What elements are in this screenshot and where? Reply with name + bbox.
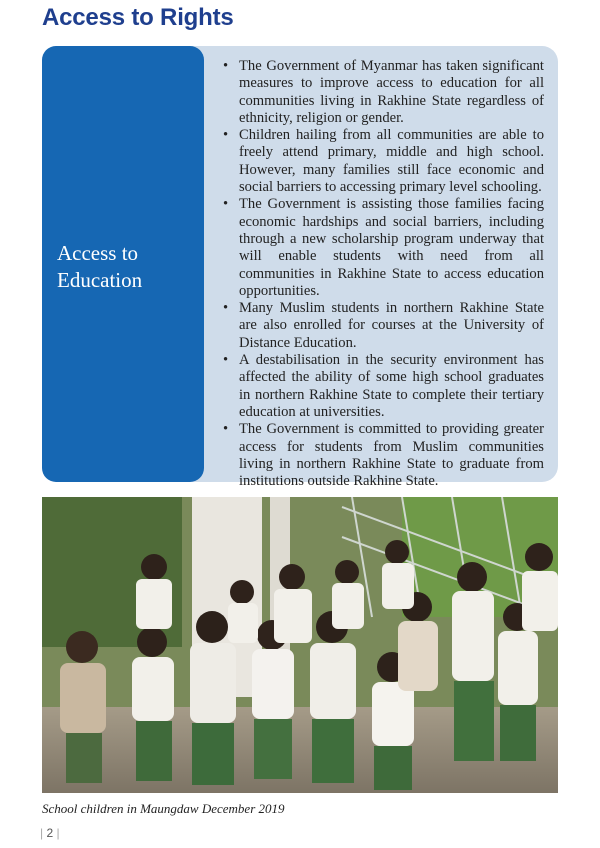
bullet-icon: • [223, 196, 229, 213]
section-heading-line2: Education [57, 268, 143, 292]
bullet-list [220, 58, 544, 490]
page-title: Access to Rights [42, 4, 234, 31]
bullet-text: Children hailing from all communities are able to freely attend primary, middle and high school. However, many families still face economic and social barriers to accessing primary level schooling. [239, 127, 544, 196]
bullet-icon: • [223, 127, 229, 144]
bullet-item [220, 352, 544, 421]
section-heading-line1: Access to [57, 241, 139, 265]
section-heading-box [42, 46, 204, 482]
bullet-item [220, 58, 544, 127]
school-children-photo [42, 497, 558, 793]
bullet-icon: • [223, 58, 229, 74]
page-number-divider-left: | [40, 826, 44, 840]
bullet-item [220, 196, 544, 300]
bullet-icon: • [223, 421, 229, 438]
page-number-value: 2 [46, 826, 54, 840]
bullet-text: Many Muslim students in northern Rakhine State are also enrolled for courses at the University of Distance Education. [239, 300, 544, 351]
page-number-divider-right: | [56, 826, 60, 840]
bullet-text: A destabilisation in the security environment has affected the ability of some high school graduates in northern Rakhine State to complete their tertiary education at universities. [239, 352, 544, 420]
bullet-icon: • [223, 300, 229, 317]
photo-caption: School children in Maungdaw December 2019 [42, 801, 285, 816]
bullet-text: The Government is assisting those families facing economic hardships and social barriers, including through a new scholarship program underway that will enable students with need from all communities in Rakhine State to access education opportunities. [239, 196, 544, 299]
bullet-icon: • [223, 352, 229, 369]
bullet-text: The Government of Myanmar has taken significant measures to improve access to education for all communities living in Rakhine State regardless of ethnicity, religion or gender. [239, 58, 544, 126]
bullet-item [220, 300, 544, 352]
bullet-item [220, 421, 544, 490]
section-heading [57, 240, 142, 294]
bullet-text: The Government is committed to providing greater access for students from Muslim communities living in northern Rakhine State to graduate from institutions outside Rakhine State. [239, 421, 544, 490]
bullet-item [220, 127, 544, 196]
photo-illustration [42, 497, 558, 793]
page-number [40, 826, 60, 840]
